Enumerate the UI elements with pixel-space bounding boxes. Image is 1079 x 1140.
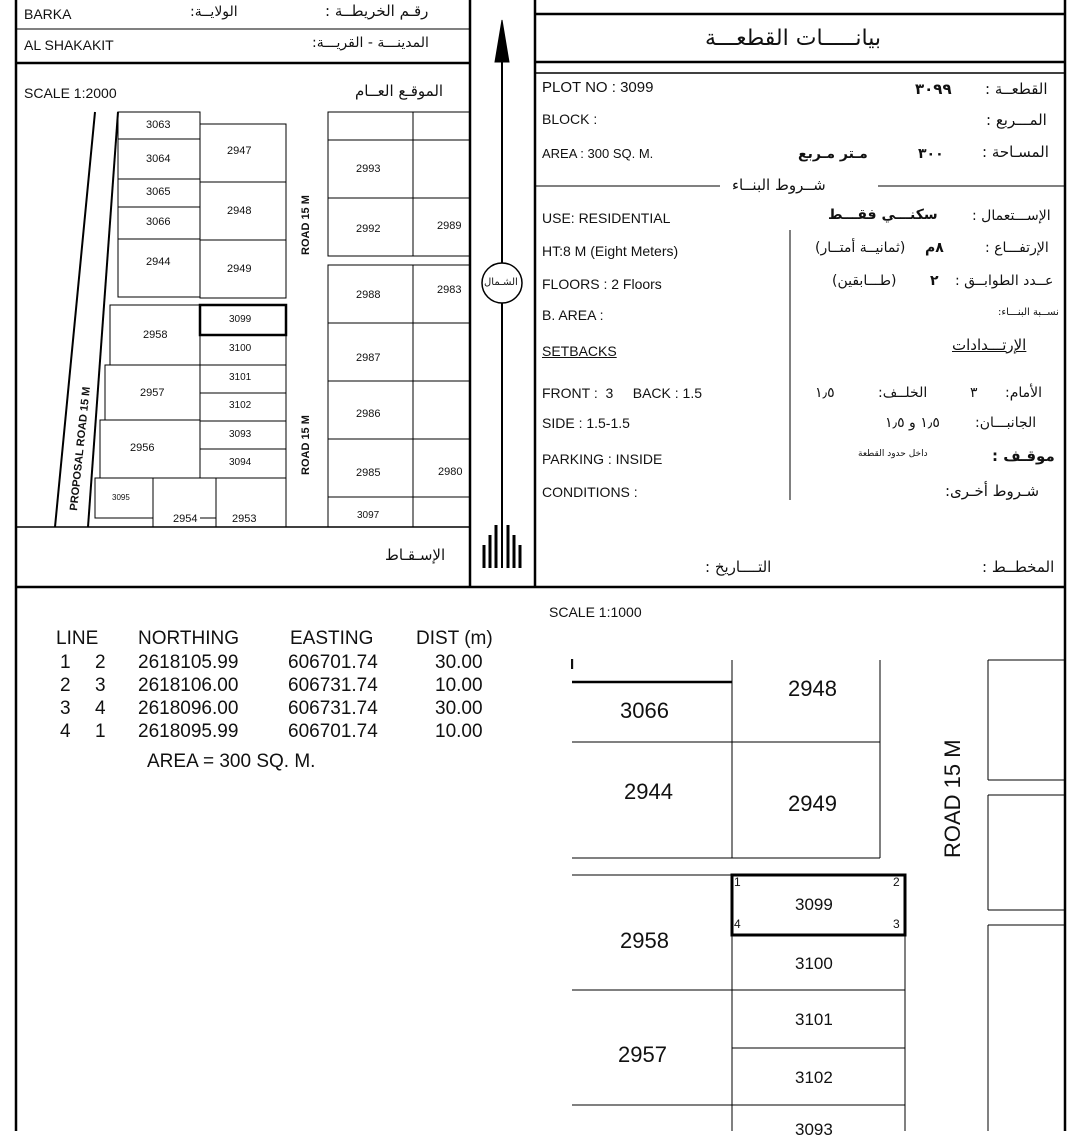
plot-no-ar-value: ٣٠٩٩ (915, 80, 952, 98)
row-dist: 10.00 (435, 675, 483, 696)
plot-label: 3100 (229, 343, 252, 354)
back-ar-value: ١٫٥ (815, 385, 835, 401)
detail-plot-label-selected: 3099 (795, 895, 833, 914)
plot-data-title: بيانـــــات القطعـــة (705, 26, 881, 51)
plot-label-selected: 3099 (229, 314, 252, 325)
block-ar-label: المـــربع : (986, 111, 1047, 129)
corner-label: 2 (893, 875, 900, 889)
front-back-label: FRONT : 3 BACK : 1.5 (542, 385, 703, 401)
plot-label: 2988 (356, 289, 381, 301)
row-dist: 30.00 (435, 652, 483, 673)
row-from: 4 (60, 721, 71, 742)
area-ar-label: المسـاحة : (982, 143, 1049, 161)
plot-label: 3097 (357, 510, 380, 521)
back-ar-label: الخلــف: (878, 385, 928, 401)
wilaya-value: BARKA (24, 6, 72, 22)
parking-ar-label: موقـف : (992, 447, 1055, 465)
row-dist: 10.00 (435, 721, 483, 742)
row-northing: 2618095.99 (138, 721, 239, 742)
row-from: 2 (60, 675, 71, 696)
side-ar-label: الجانبـــان: (975, 415, 1037, 431)
detail-map-scale: SCALE 1:1000 (549, 604, 642, 620)
parking-ar-value: داخل حدود القطعة (858, 449, 928, 459)
plot-label: 2989 (437, 220, 462, 232)
col-header-line: LINE (56, 628, 99, 649)
use-ar-value: سكنـــي فقـــط (828, 207, 938, 223)
plot-label: 3066 (146, 216, 171, 228)
area-label: AREA : 300 SQ. M. (542, 146, 654, 161)
village-value: AL SHAKAKIT (24, 37, 114, 53)
detail-plot-label: 3102 (795, 1068, 833, 1087)
village-label: المدينـــة - القريـــة: (312, 35, 429, 51)
row-from: 1 (60, 652, 71, 673)
plot-label: 3102 (229, 400, 252, 411)
height-ar-value: ٨م (925, 240, 944, 256)
building-conditions-heading: شــروط البنــاء (728, 176, 830, 194)
plot-label: 2980 (438, 466, 463, 478)
side-ar-value: ١٫٥ و ١٫٥ (885, 415, 940, 431)
plot-label: 2958 (143, 329, 168, 341)
corner-label: 4 (734, 917, 741, 931)
row-northing: 2618105.99 (138, 652, 239, 673)
detail-plot-label: 3100 (795, 954, 833, 973)
floors-label: FLOORS : 2 Floors (542, 276, 662, 292)
height-ar-note: (ثمانيــة أمتــار) (815, 240, 906, 256)
col-header-dist: DIST (m) (416, 628, 493, 649)
detail-plot-label: 2957 (618, 1042, 667, 1067)
use-label: USE: RESIDENTIAL (542, 210, 671, 226)
corner-label: 1 (734, 875, 741, 889)
plot-label: 2993 (356, 163, 381, 175)
row-easting: 606701.74 (288, 721, 378, 742)
conditions-ar-label: شـروط أخـرى: (945, 482, 1040, 500)
area-summary: AREA = 300 SQ. M. (147, 751, 316, 772)
plot-label: 3094 (229, 457, 252, 468)
plot-label: 2956 (130, 442, 155, 454)
proposal-road-label: PROPOSAL ROAD 15 M (68, 386, 93, 512)
plot-label: 2947 (227, 145, 252, 157)
detail-road-label: ROAD 15 M (940, 739, 965, 858)
detail-plot-label: 2948 (788, 676, 837, 701)
col-header-northing: NORTHING (138, 628, 239, 649)
detail-plot-label: 2958 (620, 928, 669, 953)
plot-label: 3064 (146, 153, 171, 165)
road-label-upper: ROAD 15 M (300, 195, 312, 255)
map-no-label: رقـم الخريطــة : (325, 2, 429, 20)
plot-label: 2949 (227, 263, 252, 275)
road-label-lower: ROAD 15 M (300, 415, 312, 475)
row-northing: 2618106.00 (138, 675, 239, 696)
floors-ar-value: ٢ (930, 273, 939, 289)
area-ar-unit: مـتر مـربع (798, 146, 868, 162)
row-from: 3 (60, 698, 71, 719)
setbacks-ar-heading: الإرتـــدادات (952, 336, 1027, 354)
plot-label: 2944 (146, 256, 171, 268)
plot-label: 2985 (356, 467, 381, 479)
use-ar-label: الإســـتعمال : (972, 208, 1051, 224)
row-to: 4 (95, 698, 106, 719)
setbacks-heading: SETBACKS (542, 343, 617, 359)
area-ar-value: ٣٠٠ (918, 146, 944, 162)
detail-top-mark: I (570, 656, 575, 673)
projection-label: الإسـقـاط (385, 546, 446, 564)
front-ar-value: ٣ (970, 385, 978, 401)
plot-label: 2948 (227, 205, 252, 217)
front-ar-label: الأمام: (1005, 385, 1043, 401)
row-northing: 2618096.00 (138, 698, 239, 719)
plot-label: 3063 (146, 119, 171, 131)
plot-label: 2957 (140, 387, 165, 399)
side-label: SIDE : 1.5-1.5 (542, 415, 630, 431)
height-label: HT:8 M (Eight Meters) (542, 243, 679, 259)
detail-plot-label: 2944 (624, 779, 673, 804)
row-to: 1 (95, 721, 106, 742)
barea-label: B. AREA : (542, 307, 604, 323)
corner-label: 3 (893, 917, 900, 931)
planner-ar-label: المخطــط : (982, 558, 1055, 576)
plot-label: 3065 (146, 186, 171, 198)
plot-label: 2983 (437, 284, 462, 296)
height-ar-label: الإرتفـــاع : (985, 240, 1049, 256)
detail-plot-label: 3101 (795, 1010, 833, 1029)
detail-plot-label: 2949 (788, 791, 837, 816)
date-ar-label: التــــاريخ : (705, 558, 772, 576)
plot-label: 2954 (173, 513, 198, 525)
floors-ar-label: عــدد الطوابــق : (955, 273, 1054, 289)
plot-label: 2987 (356, 352, 381, 364)
row-easting: 606701.74 (288, 652, 378, 673)
col-header-easting: EASTING (290, 628, 374, 649)
north-label: الشـمال (484, 277, 518, 288)
barea-ar-label: نســبة البنـــاء: (998, 307, 1059, 318)
floors-ar-note: (طـــابقين) (832, 273, 897, 289)
block-label: BLOCK : (542, 111, 598, 127)
row-to: 3 (95, 675, 106, 696)
row-easting: 606731.74 (288, 675, 378, 696)
plot-label: 3101 (229, 372, 252, 383)
detail-plot-label: 3093 (795, 1120, 833, 1139)
row-dist: 30.00 (435, 698, 483, 719)
row-easting: 606731.74 (288, 698, 378, 719)
detail-plot-label: 3066 (620, 698, 669, 723)
plot-no-ar-label: القطعــة : (985, 80, 1048, 98)
wilaya-label: الولايــة: (190, 4, 238, 20)
plot-no: PLOT NO : 3099 (542, 79, 654, 96)
plot-label: 2953 (232, 513, 257, 525)
plot-label: 3093 (229, 429, 252, 440)
parking-label: PARKING : INSIDE (542, 451, 663, 467)
location-map-title: الموقـع العــام (355, 82, 444, 100)
plot-label: 2986 (356, 408, 381, 420)
location-map-scale: SCALE 1:2000 (24, 85, 117, 101)
plot-label: 3095 (112, 493, 130, 502)
row-to: 2 (95, 652, 106, 673)
conditions-label: CONDITIONS : (542, 484, 638, 500)
plot-label: 2992 (356, 223, 381, 235)
